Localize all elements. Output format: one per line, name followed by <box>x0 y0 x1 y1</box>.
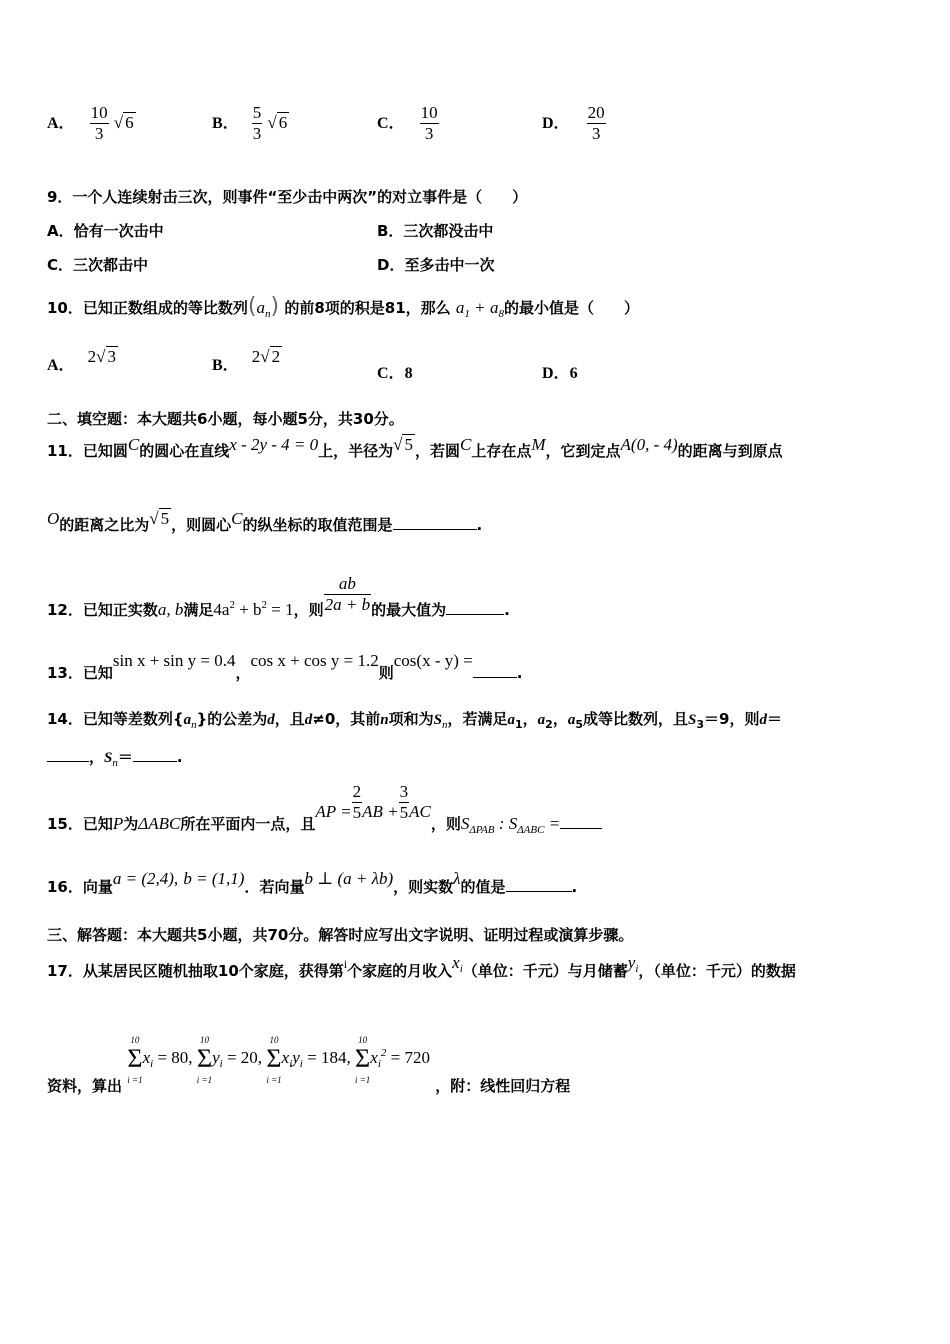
number: 81 <box>384 299 406 317</box>
sub: n <box>264 308 271 320</box>
text: 的距离之比为 <box>59 516 150 534</box>
sigma: 10 Σ i =1 <box>196 1035 213 1085</box>
sub: 1 <box>464 308 470 320</box>
text: 个家庭，获得第 <box>238 962 344 980</box>
answer-blank-sn[interactable] <box>133 761 177 762</box>
sigma: 10 Σ i =1 <box>127 1035 143 1085</box>
text: . <box>571 878 578 896</box>
q11-line-2 <box>47 509 483 535</box>
text: 则 <box>378 664 394 682</box>
sub: 1 <box>515 718 523 731</box>
text: 的值是 <box>460 878 506 896</box>
q9-option-d: D．至多击中一次 <box>377 256 495 274</box>
sigma: 10 Σ i =1 <box>354 1035 371 1085</box>
vector-a: a = (2,4), <box>112 869 179 888</box>
equation: sin x + sin y = 0.4 <box>112 651 236 670</box>
equation: cos x + cos y = 1.2 <box>250 651 379 670</box>
text: ．若向量 <box>244 878 305 896</box>
q10-option-a <box>47 347 118 375</box>
text: 项和为 <box>388 710 434 728</box>
sqrt: √ 6 <box>113 113 134 132</box>
sum-expression: 10 Σ $i =1x_i = 80$, 10 Σ $i =1y_i = 20$, 10 Σ $i =1x_iy_i = 184$, 10 Σ $i =1x_i^2 = 720$ <box>127 1032 430 1086</box>
text: 的纵坐标的取值范围是 <box>242 516 393 534</box>
text: 17．从某居民区随机抽取 <box>47 962 218 980</box>
fraction: $\frac{2}{5}$ <box>352 782 362 822</box>
text: ＝ <box>117 748 133 766</box>
sub: n <box>191 719 197 731</box>
fraction: $\frac{10}{3}$ <box>420 103 438 143</box>
text: 12．已知正实数 <box>47 601 158 619</box>
text: . <box>516 664 523 682</box>
text: 16．向量 <box>47 878 113 896</box>
fraction: $\frac{3}{5}$ <box>399 782 409 822</box>
number: 10 <box>217 962 239 980</box>
q8-option-d <box>542 103 606 144</box>
section-heading-solutions: 三、解答题：本大题共5小题，共70分。解答时应写出文字说明、证明过程或演算步骤。 <box>47 926 634 944</box>
answer-blank[interactable] <box>506 891 572 892</box>
text: 上，半径为 <box>318 442 394 460</box>
text: 的距离与到原点 <box>677 442 783 460</box>
answer-blank[interactable] <box>560 828 602 829</box>
q9-option-b: B．三次都没击中 <box>377 222 494 240</box>
q11-line-1 <box>47 435 783 461</box>
var: O <box>47 509 60 528</box>
sub: n <box>441 719 448 731</box>
option-value: 8 <box>404 365 413 382</box>
text: 的最大值为 <box>371 601 447 619</box>
text: 的前 <box>284 299 315 317</box>
text: ，它到定点 <box>545 442 621 460</box>
vars: a, b <box>157 600 184 619</box>
text: ，则 <box>293 601 324 619</box>
sqrt: √ 5 <box>393 435 413 454</box>
option-value: 6 <box>569 365 578 382</box>
text: 10．已知正数组成的等比数列 <box>47 299 248 317</box>
text: ≠0，其前 <box>312 710 381 728</box>
text: ，则圆心 <box>171 516 232 534</box>
section-heading-fill-blank: 二、填空题：本大题共6小题，每小题5分，共30分。 <box>47 410 404 428</box>
option-label: D． <box>542 115 570 132</box>
text: . <box>176 748 183 766</box>
text: 个家庭的月收入 <box>347 962 453 980</box>
q8-option-c <box>377 103 439 144</box>
vector-b: b = (1,1) <box>183 869 245 888</box>
var: P <box>112 814 124 833</box>
vector-ac: AC <box>409 802 431 821</box>
text: 满足 <box>183 601 214 619</box>
q8-option-b <box>212 103 289 144</box>
vector-ab: AB + <box>362 802 399 821</box>
var: i <box>343 957 348 971</box>
text: }的公差为 <box>196 710 268 728</box>
sub: 8 <box>498 308 504 320</box>
q10-option-b <box>212 347 282 375</box>
var: n <box>380 712 389 728</box>
text: ，则实数 <box>393 878 454 896</box>
var: C <box>231 509 243 528</box>
plus: + <box>475 298 485 317</box>
option-label: B． <box>212 115 239 132</box>
triangle: ΔABC <box>138 814 181 833</box>
q10-option-d <box>542 360 578 383</box>
text: ， <box>552 710 568 728</box>
var: C <box>127 435 140 454</box>
text: 项的积是 <box>324 299 385 317</box>
answer-blank[interactable] <box>446 614 504 615</box>
text: 的圆心在直线 <box>139 442 230 460</box>
text: ，若满足 <box>447 710 508 728</box>
var: d <box>267 712 275 728</box>
text: ，则 <box>430 815 461 833</box>
text: . <box>476 516 483 534</box>
var: a <box>567 712 576 728</box>
paren: ) <box>270 294 280 319</box>
sub: n <box>112 757 118 769</box>
text: ， <box>522 710 538 728</box>
option-label: D． <box>542 365 570 382</box>
sqrt: √ 5 <box>149 509 170 528</box>
q17-line-1 <box>47 953 796 983</box>
expr: 2√ 3 <box>87 347 116 366</box>
option-label: A． <box>47 357 75 374</box>
answer-blank-d[interactable] <box>47 761 89 762</box>
q9-stem: 9．一个人连续射击三次，则事件“至少击中两次”的对立事件是（ ） <box>47 188 528 206</box>
fraction: $\frac{5}{3}$ <box>252 103 262 143</box>
var: a <box>507 712 515 728</box>
fraction: $\frac{20}{3}$ <box>587 103 605 143</box>
answer-blank[interactable] <box>393 529 477 530</box>
text: ，（单位：千元）的数据 <box>638 962 796 980</box>
sub: 5 <box>575 718 583 731</box>
text: ＝9，则 <box>704 710 760 728</box>
text: 成等比数列，且 <box>583 710 689 728</box>
text: . <box>504 601 510 619</box>
a1: a <box>455 298 465 317</box>
text: 15．已知 <box>47 815 113 833</box>
q8-option-a <box>47 103 136 144</box>
text: 为 <box>123 815 139 833</box>
sub: 3 <box>696 718 705 731</box>
text: （单位：千元）与月储蓄 <box>462 962 628 980</box>
sub: 2 <box>545 718 553 731</box>
var: M <box>531 435 546 454</box>
var: S <box>104 750 113 766</box>
a8: a <box>489 298 499 317</box>
text: 上存在点 <box>471 442 532 460</box>
text: ，若圆 <box>414 442 460 460</box>
condition: $4a^2 + b^2 = 1$ <box>213 599 294 619</box>
var: a <box>537 712 546 728</box>
text: 13．已知 <box>47 664 113 682</box>
option-label: B． <box>212 357 239 374</box>
text: ，附：线性回归方程 <box>435 1076 571 1095</box>
expr: 2√ 2 <box>251 347 281 366</box>
q15-line <box>47 778 602 836</box>
option-label: C． <box>377 115 405 132</box>
expression: b ⊥ (a + λb) <box>304 869 394 888</box>
q13-line <box>47 650 523 682</box>
var: d <box>304 712 313 728</box>
var: S <box>433 712 442 728</box>
answer-blank[interactable] <box>473 677 517 678</box>
fraction: $\frac{10}{3}$ <box>90 103 108 143</box>
var: $y_i$ <box>627 953 639 975</box>
q10-option-c <box>377 360 413 383</box>
sqrt: √ 6 <box>267 113 288 132</box>
q10-stem <box>47 294 639 320</box>
text: ＝ <box>766 710 782 728</box>
text: ，且 <box>274 710 305 728</box>
var: S <box>688 712 697 728</box>
equation: x - 2y - 4 = 0 <box>229 435 319 454</box>
q9-option-a: A．恰有一次击中 <box>47 222 164 240</box>
text: ，那么 <box>405 299 451 317</box>
text: ， <box>89 748 105 766</box>
text: 11．已知圆 <box>47 442 128 460</box>
var: d <box>759 712 767 728</box>
q17-line-2 <box>47 1032 571 1095</box>
q12-line <box>47 574 510 619</box>
equation: cos(x - y) = <box>393 651 473 670</box>
seq: a <box>256 298 265 317</box>
q14-line-1 <box>47 708 782 731</box>
var: a <box>183 712 192 728</box>
text: 资料，算出 <box>47 1076 123 1095</box>
fraction: $\frac{ab}{2a + b}$ <box>324 574 371 614</box>
q14-line-2 <box>47 746 183 769</box>
sigma: 10 Σ i =1 <box>266 1035 282 1085</box>
text: 的最小值是（ ） <box>503 299 639 317</box>
ratio: $S_{\Delta PAB}$ : $S_{\Delta ABC}$ = <box>460 814 561 836</box>
var: C <box>460 435 472 454</box>
var: $x_i$ <box>452 953 463 975</box>
number: 8 <box>314 299 325 317</box>
text: 14．已知等差数列{ <box>47 710 184 728</box>
lambda: λ <box>453 869 461 888</box>
option-label: A． <box>47 115 75 132</box>
option-label: C． <box>377 365 405 382</box>
q16-line <box>47 869 578 897</box>
text: ， <box>235 664 251 682</box>
paren: ( <box>247 294 257 319</box>
point: A(0, - 4) <box>620 435 678 454</box>
text: 所在平面内一点，且 <box>180 815 316 833</box>
q9-option-c: C．三次都击中 <box>47 256 149 274</box>
vector-ap: AP = <box>315 802 352 821</box>
